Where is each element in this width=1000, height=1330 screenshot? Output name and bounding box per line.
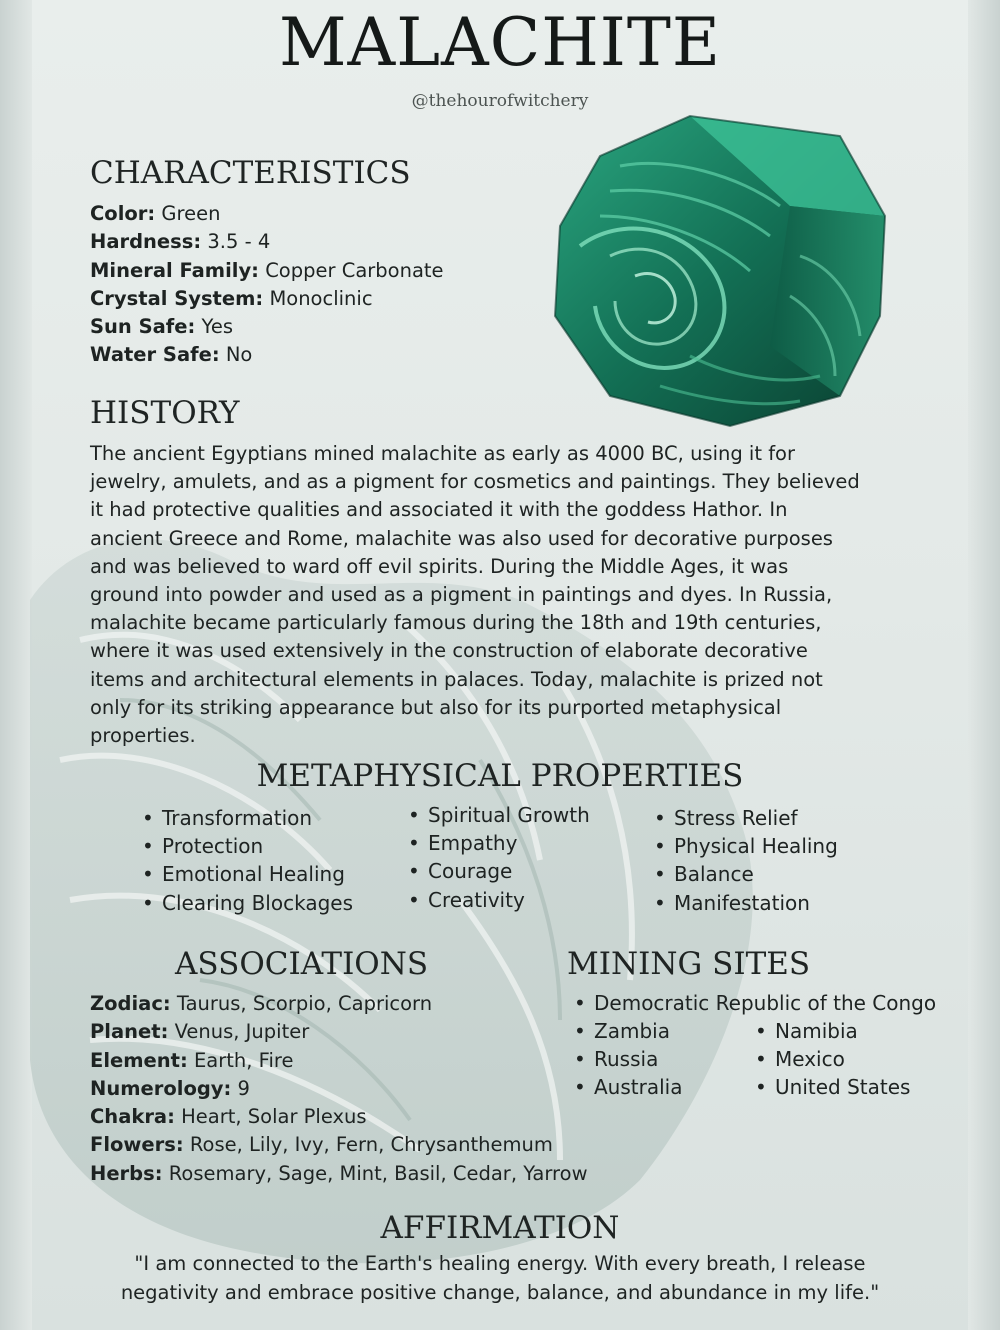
associations-heading: ASSOCIATIONS [175,946,429,982]
list-item: • Balance [652,860,838,888]
page-title: MALACHITE [278,4,722,81]
association-row: Element: Earth, Fire [90,1048,294,1072]
characteristics-list [90,200,444,370]
list-item: • Democratic Republic of the Congo [572,989,936,1017]
metaphysical-list-1 [140,804,353,917]
list-item: • Russia [572,1045,682,1073]
characteristic-row: Mineral Family: Copper Carbonate [90,258,444,282]
list-item: • Empathy [406,829,590,857]
author-handle: @thehourofwitchery [411,91,589,111]
characteristic-row: Sun Safe: Yes [90,315,233,339]
list-item: • Physical Healing [652,832,838,860]
affirmation-text: "I am connected to the Earth's healing energy. With every breath, I release negativity and embrace positive change, balance, and abundance in my life." [120,1252,880,1304]
characteristic-row: Hardness: 3.5 - 4 [90,230,271,254]
list-item: • United States [753,1073,910,1101]
list-item: • Namibia [753,1017,910,1045]
mining-sites-list-1 [572,1017,682,1102]
list-item: • Transformation [140,804,353,832]
list-item: • Clearing Blockages [140,889,353,917]
list-item: • Creativity [406,886,590,914]
list-item: • Zambia [572,1017,682,1045]
affirmation-heading: AFFIRMATION [380,1210,620,1246]
association-row: Herbs: Rosemary, Sage, Mint, Basil, Cedar, Yarrow [90,1161,588,1185]
association-row: Zodiac: Taurus, Scorpio, Capricorn [90,992,433,1015]
list-item: • Australia [572,1073,682,1101]
characteristic-row: Crystal System: Monoclinic [90,286,373,310]
characteristic-row: Color: Green [90,202,221,225]
association-row: Chakra: Heart, Solar Plexus [90,1105,367,1129]
metaphysical-list-3 [652,804,838,917]
characteristic-row: Water Safe: No [90,343,253,367]
association-row: Flowers: Rose, Lily, Ivy, Fern, Chrysanthemum [90,1133,553,1157]
list-item: • Courage [406,857,590,885]
list-item: • Stress Relief [652,804,838,832]
mining-sites-list-2 [753,1017,910,1102]
association-row: Planet: Venus, Jupiter [90,1020,310,1044]
list-item: • Mexico [753,1045,910,1073]
list-item: • Emotional Healing [140,860,353,888]
metaphysical-heading: METAPHYSICAL PROPERTIES [256,758,744,794]
mining-sites-wide-item [572,989,936,1017]
history-paragraph: The ancient Egyptians mined malachite as early as 4000 BC, using it for jewelry, amulets, and as a pigment for cosmetics and paintings. They believed it had protective qualities and associated it with the goddess Hathor. In ancient Greece and Rome, malachite was also used for decorative purposes and was believed to ward off evil spirits. During the Middle Ages, it was ground into powder and used as a pigment in paintings and dyes. In Russia, malachite became particularly famous during the 18th and 19th centuries, where it was used extensively in the construction of elaborate decorative items and architectural elements in palaces. Today, malachite is prized not only for its striking appearance but also for its purported metaphysical properties. [90,442,860,748]
associations-list [90,990,588,1188]
malachite-stone-image [540,96,900,436]
list-item: • Spiritual Growth [406,801,590,829]
list-item: • Protection [140,832,353,860]
metaphysical-list-2 [406,801,590,914]
history-heading: HISTORY [90,395,240,431]
mining-sites-heading: MINING SITES [567,946,811,982]
association-row: Numerology: 9 [90,1076,250,1100]
list-item: • Manifestation [652,889,838,917]
characteristics-heading: CHARACTERISTICS [90,155,411,191]
